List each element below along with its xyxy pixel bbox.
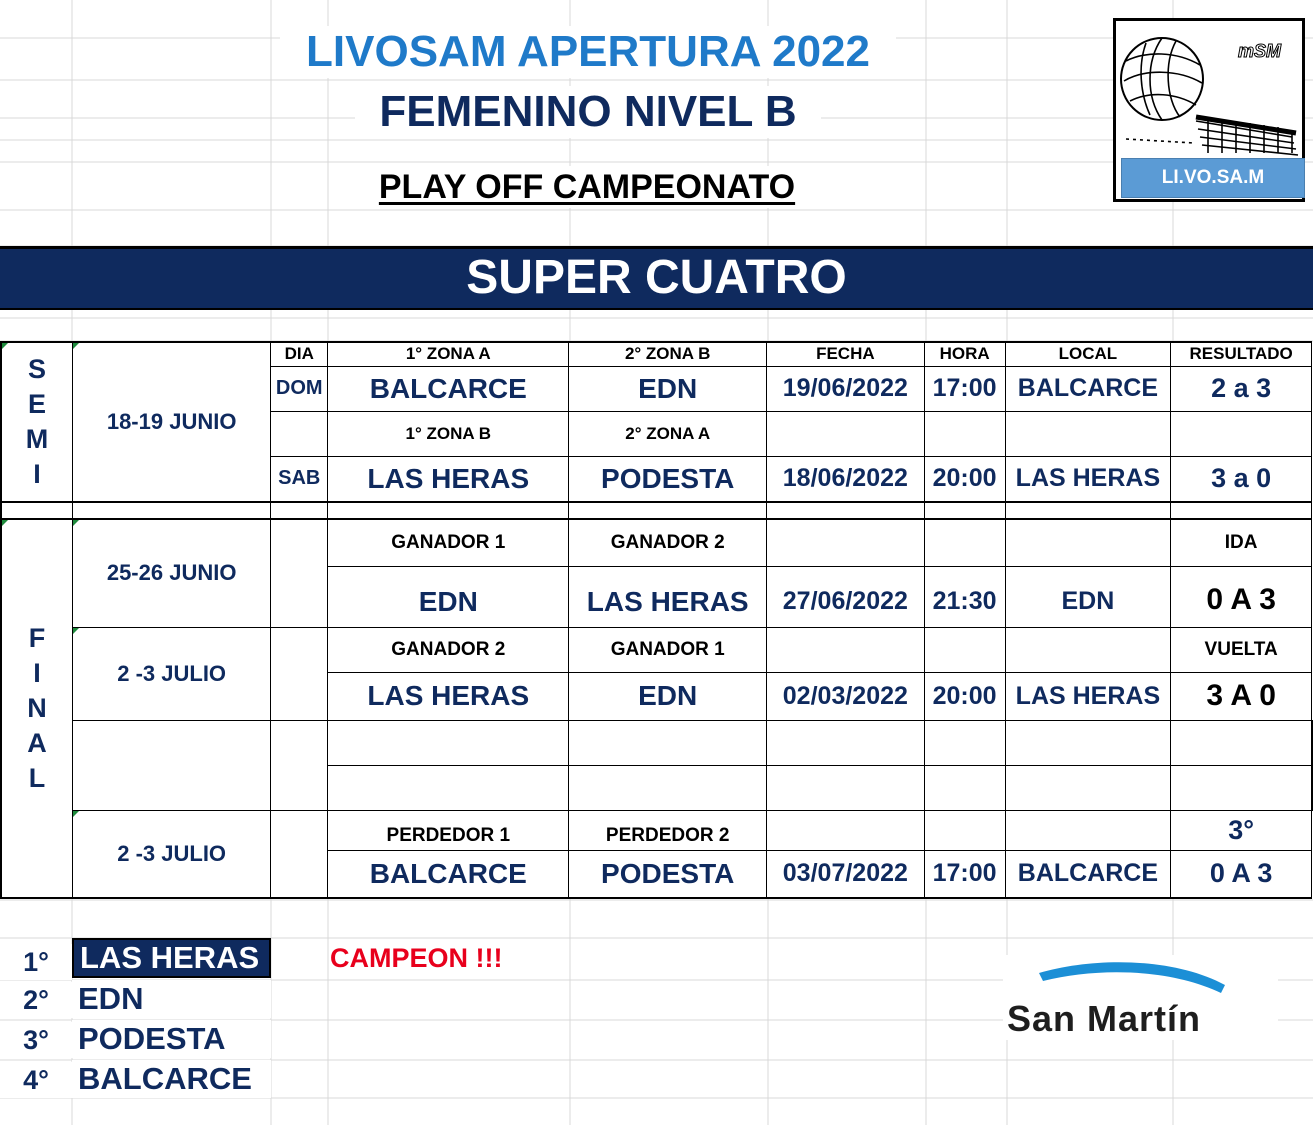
semi-letters [2, 352, 72, 492]
empty-cell [924, 765, 1005, 810]
spacer-cell [924, 502, 1005, 519]
final-letter: N [27, 693, 47, 723]
final-ida-round-date: 25-26 JUNIO [73, 519, 271, 627]
empty-cell [1005, 519, 1171, 566]
empty-cell [569, 720, 767, 765]
empty-cell [271, 411, 328, 456]
semi-letter: E [27, 389, 46, 419]
semi2-resultado: 3 a 0 [1171, 456, 1312, 502]
empty-cell [767, 627, 925, 672]
spacer-cell [1, 502, 73, 519]
empty-cell [328, 765, 569, 810]
standing-pos-2: 2° [0, 982, 72, 1018]
spacer-cell [328, 502, 569, 519]
standing-team-4: BALCARCE [72, 1060, 271, 1098]
empty-cell [1171, 411, 1312, 456]
empty-cell [767, 519, 925, 566]
semi1-resultado: 2 a 3 [1171, 366, 1312, 411]
final-letter: A [27, 728, 47, 758]
third-place-resultado: 0 A 3 [1171, 850, 1312, 898]
spacer-cell [73, 502, 271, 519]
final-vuelta-home-team: LAS HERAS [328, 672, 569, 720]
semi2-home-header: 1° ZONA B [328, 411, 569, 456]
third-place-home-team: BALCARCE [328, 850, 569, 898]
empty-cell [1005, 810, 1171, 850]
final-ida-hora: 21:30 [924, 566, 1005, 627]
semi2-home-team: LAS HERAS [328, 456, 569, 502]
spacer-cell [271, 502, 328, 519]
semi2-fecha: 18/06/2022 [767, 456, 925, 502]
final-vuelta-local: LAS HERAS [1005, 672, 1171, 720]
empty-cell [924, 519, 1005, 566]
final-letter: L [28, 763, 46, 793]
final-ida-away-team: LAS HERAS [569, 566, 767, 627]
third-place-fecha: 03/07/2022 [767, 850, 925, 898]
semi1-home-header: 1° ZONA A [328, 342, 569, 366]
col-header-fecha: FECHA [767, 342, 925, 366]
semi2-hora: 20:00 [924, 456, 1005, 502]
semi-round-date: 18-19 JUNIO [73, 342, 271, 502]
semi2-away-team: PODESTA [569, 456, 767, 502]
schedule-table [0, 341, 1313, 899]
empty-cell [271, 810, 328, 898]
empty-cell [1312, 720, 1313, 765]
logo-label: LI.VO.SA.M [1121, 158, 1305, 198]
page-subtitle: FEMENINO NIVEL B [355, 86, 821, 138]
empty-cell [271, 519, 328, 627]
third-place-home-header: PERDEDOR 1 [328, 810, 569, 850]
empty-cell [924, 627, 1005, 672]
page-title: LIVOSAM APERTURA 2022 [280, 26, 896, 78]
semi2-local: LAS HERAS [1005, 456, 1171, 502]
final-vuelta-away-team: EDN [569, 672, 767, 720]
third-place-hora: 17:00 [924, 850, 1005, 898]
empty-cell [73, 720, 271, 810]
standing-team-1: LAS HERAS [72, 938, 271, 978]
final-ida-resultado: 0 A 3 [1171, 566, 1312, 627]
final-ida-home-header: GANADOR 1 [328, 519, 569, 566]
spacer-cell [1005, 502, 1171, 519]
final-vuelta-away-header: GANADOR 1 [569, 627, 767, 672]
final-label [1, 519, 73, 898]
logo-monogram: mSM [1238, 41, 1282, 61]
empty-cell [924, 810, 1005, 850]
final-vuelta-fecha: 02/03/2022 [767, 672, 925, 720]
empty-cell [569, 765, 767, 810]
empty-cell [1005, 765, 1171, 810]
section-title [350, 166, 824, 208]
final-vuelta-home-header: GANADOR 2 [328, 627, 569, 672]
empty-cell [767, 810, 925, 850]
third-place-away-team: PODESTA [569, 850, 767, 898]
final-letters [2, 621, 72, 796]
third-place-label: 3° [1171, 810, 1312, 850]
standing-pos-3: 3° [0, 1022, 72, 1058]
empty-cell [1312, 765, 1313, 810]
third-place-local: BALCARCE [1005, 850, 1171, 898]
final-vuelta-resultado: 3 A 0 [1171, 672, 1312, 720]
final-ida-home-team: EDN [328, 566, 569, 627]
empty-cell [1171, 720, 1312, 765]
empty-cell [924, 720, 1005, 765]
semi1-dia: DOM [271, 366, 328, 411]
empty-cell [328, 720, 569, 765]
semi1-fecha: 19/06/2022 [767, 366, 925, 411]
spacer-cell [1171, 502, 1312, 519]
final-ida-away-header: GANADOR 2 [569, 519, 767, 566]
final-letter: I [33, 658, 41, 688]
semi1-away-header: 2° ZONA B [569, 342, 767, 366]
empty-cell [1005, 411, 1171, 456]
section-title-text: PLAY OFF CAMPEONATO [378, 168, 796, 206]
final-ida-local: EDN [1005, 566, 1171, 627]
empty-cell [271, 627, 328, 720]
semi1-away-team: EDN [569, 366, 767, 411]
spacer-cell [767, 502, 925, 519]
col-header-dia: DIA [271, 342, 328, 366]
semi-letter: S [27, 354, 46, 384]
final-ida-leg: IDA [1171, 519, 1312, 566]
empty-cell [271, 720, 328, 810]
volleyball-net-icon [1116, 21, 1302, 161]
final-letter: F [28, 623, 46, 653]
champion-note: CAMPEON !!! [330, 943, 503, 973]
semi2-dia: SAB [271, 456, 328, 502]
semi1-local: BALCARCE [1005, 366, 1171, 411]
final-vuelta-round-date: 2 -3 JULIO [73, 627, 271, 720]
semi2-away-header: 2° ZONA A [569, 411, 767, 456]
final-vuelta-hora: 20:00 [924, 672, 1005, 720]
final-ida-fecha: 27/06/2022 [767, 566, 925, 627]
semi1-hora: 17:00 [924, 366, 1005, 411]
super-cuatro-banner: SUPER CUATRO [0, 246, 1313, 310]
third-place-round-date: 2 -3 JULIO [73, 810, 271, 898]
semi-letter: M [25, 424, 49, 454]
empty-cell [924, 411, 1005, 456]
semi-label [1, 342, 73, 502]
spacer-cell [569, 502, 767, 519]
empty-cell [1005, 627, 1171, 672]
empty-cell [1005, 720, 1171, 765]
semi1-home-team: BALCARCE [328, 366, 569, 411]
standing-team-3: PODESTA [72, 1020, 271, 1058]
empty-cell [767, 411, 925, 456]
empty-cell [1171, 765, 1312, 810]
semi-letter: I [33, 459, 41, 489]
standing-pos-4: 4° [0, 1062, 72, 1098]
standing-pos-1: 1° [0, 944, 72, 980]
col-header-hora: HORA [924, 342, 1005, 366]
col-header-resultado: RESULTADO [1171, 342, 1312, 366]
standing-team-2: EDN [72, 980, 271, 1018]
third-place-away-header: PERDEDOR 2 [569, 810, 767, 850]
sponsor-name: San Martín [1007, 998, 1202, 1039]
empty-cell [767, 765, 925, 810]
col-header-local: LOCAL [1005, 342, 1171, 366]
final-vuelta-leg: VUELTA [1171, 627, 1312, 672]
empty-cell [767, 720, 925, 765]
